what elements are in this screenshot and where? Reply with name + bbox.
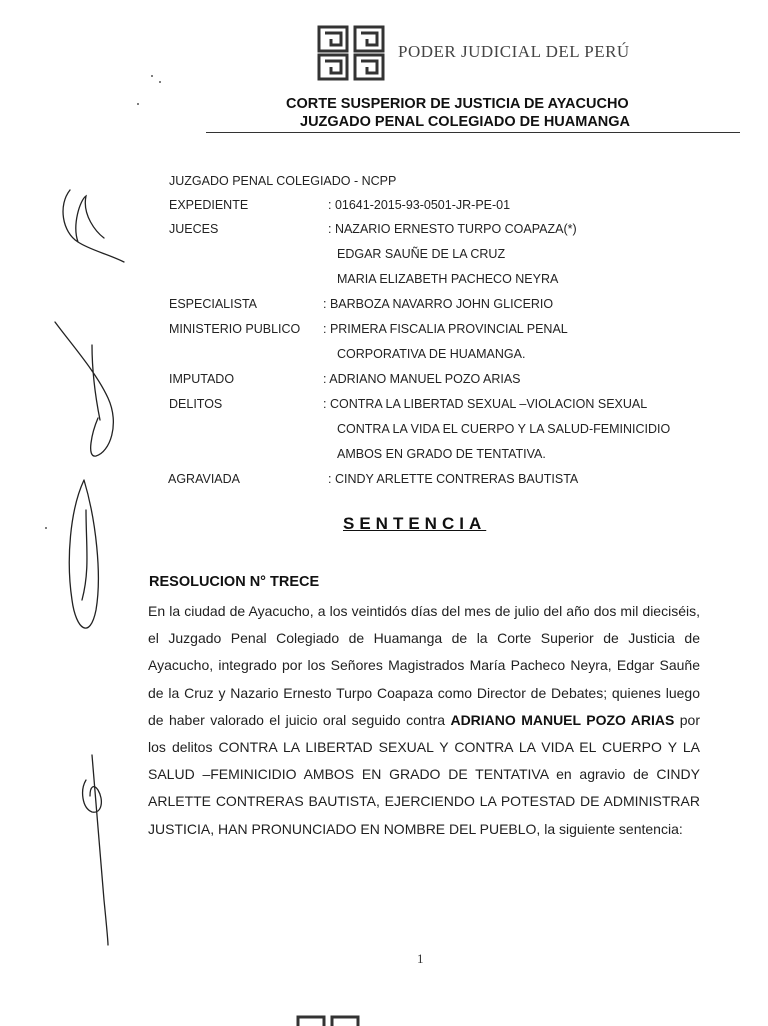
margin-speck [159,81,161,83]
delito-2: CONTRA LA VIDA EL CUERPO Y LA SALUD-FEMINICIDIO [337,422,671,436]
especialista-label: ESPECIALISTA [169,297,257,311]
ministerio-label: MINISTERIO PUBLICO [169,322,301,336]
resolution-heading: RESOLUCION N° TRECE [149,574,320,590]
paragraph-text-part2: por los delitos CONTRA LA LIBERTAD SEXUAL Y CONTRA LA VIDA EL CUERPO Y LA SALUD –FEMINICIDIO AMBOS EN GRADO DE TENTATIVA en agravio de CINDY ARLETTE CONTRERAS BAUTISTA, EJERCIENDO LA POTESTAD DE ADMINISTRAR JUSTICIA, HAN PRONUNCIADO EN NOMBRE DEL PUEBLO, la siguiente sentencia: [148,711,701,837]
resolution-paragraph [148,598,700,843]
delito-1: : CONTRA LA LIBERTAD SEXUAL –VIOLACION SEXUAL [323,397,648,411]
imputado-value: : ADRIANO MANUEL POZO ARIAS [323,372,521,386]
court-name: CORTE SUSPERIOR DE JUSTICIA DE AYACUCHO [286,96,629,112]
defendant-name: ADRIANO MANUEL POZO ARIAS [450,711,675,728]
page-number: 1 [417,951,424,966]
ministerio-value-2: CORPORATIVA DE HUAMANGA. [337,347,526,361]
judiciary-logo-bottom [296,1014,360,1026]
ministerio-value-1: : PRIMERA FISCALIA PROVINCIAL PENAL [323,322,568,336]
agraviada-value: : CINDY ARLETTE CONTRERAS BAUTISTA [328,472,579,486]
juez-3: MARIA ELIZABETH PACHECO NEYRA [337,272,559,286]
signature-mark-4 [83,755,108,945]
court-division: JUZGADO PENAL COLEGIADO DE HUAMANGA [300,114,631,130]
margin-speck [45,527,47,529]
imputado-label: IMPUTADO [169,372,235,386]
margin-speck [151,75,153,77]
document-title: SENTENCIA [343,514,487,533]
jueces-label: JUECES [169,222,219,236]
juez-1: : NAZARIO ERNESTO TURPO COAPAZA(*) [328,222,577,236]
agraviada-label: AGRAVIADA [168,472,241,486]
margin-speck [137,103,139,105]
judiciary-logo [316,24,386,82]
signature-mark-1 [63,190,124,262]
especialista-value: : BARBOZA NAVARRO JOHN GLICERIO [323,297,554,311]
paragraph-text-part1: En la ciudad de Ayacucho, a los veintidós días del mes de julio del año dos mil dieciséis, el Juzgado Penal Colegiado de Huamanga de la Corte Superior de Justicia de Ayacucho, integrado por los Señores Magistrados María Pacheco Neyra, Edgar Sauñe de la Cruz y Nazario Ernesto Turpo Coapaza como Director de Debates; quienes luego de haber valorado el juicio oral seguido contra [148,603,700,728]
signature-mark-3 [69,480,98,628]
institution-name: PODER JUDICIAL DEL PERÚ [398,42,630,61]
court-type: JUZGADO PENAL COLEGIADO - NCPP [169,174,397,188]
expediente-label: EXPEDIENTE [169,198,249,212]
delito-3: AMBOS EN GRADO DE TENTATIVA. [337,447,546,461]
expediente-value: : 01641-2015-93-0501-JR-PE-01 [328,198,511,212]
signature-mark-2 [55,322,113,456]
delitos-label: DELITOS [169,397,223,411]
juez-2: EDGAR SAUÑE DE LA CRUZ [337,247,506,261]
header-divider [206,132,740,133]
